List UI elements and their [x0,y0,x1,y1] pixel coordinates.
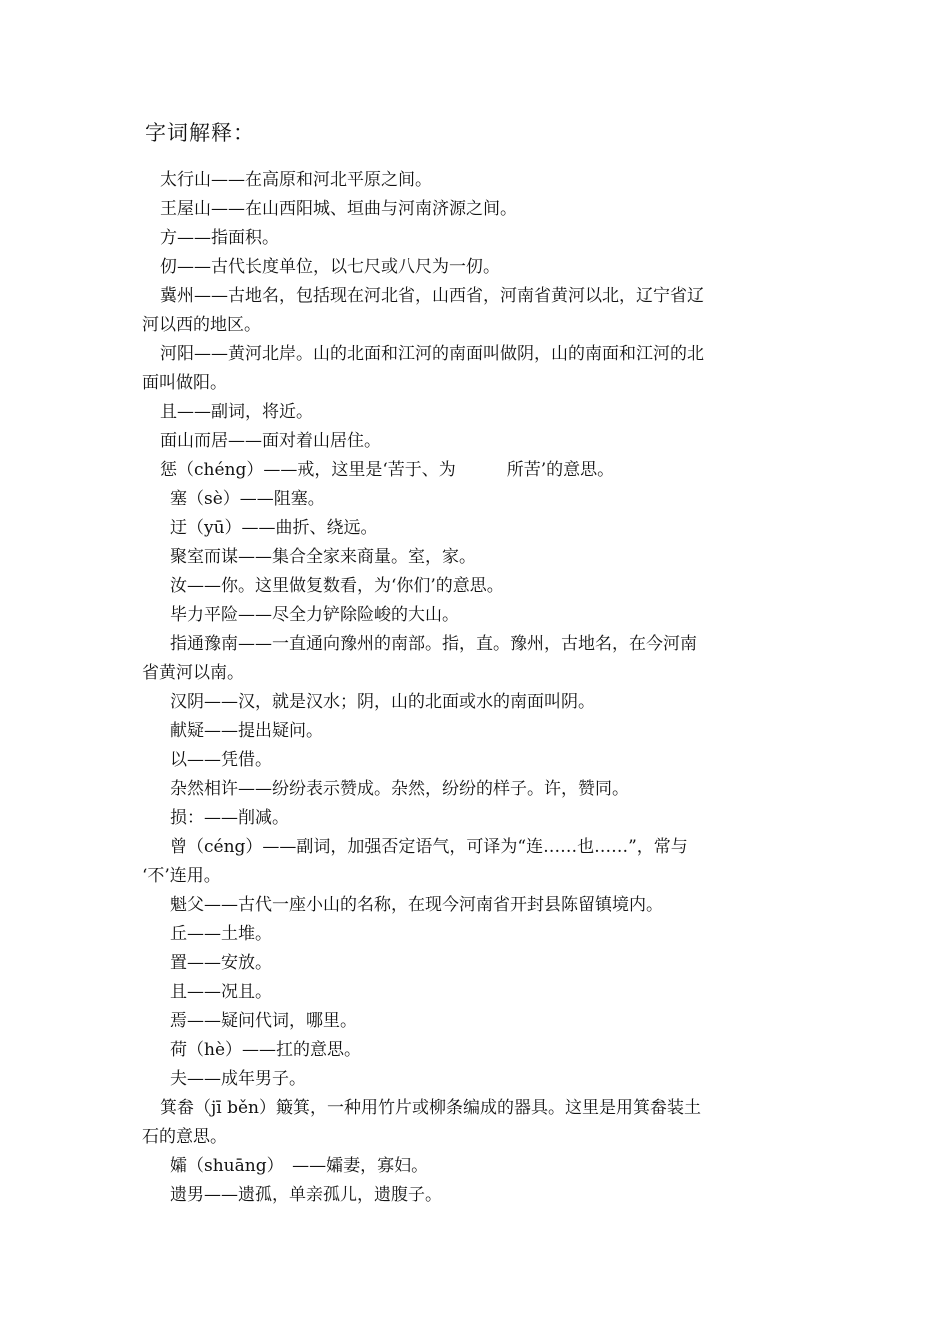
definition-line-continuation: 省黄河以南。 [142,663,244,683]
definition-line: 置——安放。 [170,953,272,973]
page-title: 字词解释： [145,121,255,145]
definition-line: 仞——古代长度单位，以七尺或八尺为一仞。 [160,257,500,277]
definition-line: 方——指面积。 [160,228,279,248]
definition-line: 夫——成年男子。 [170,1069,306,1089]
definition-line: 毕力平险——尽全力铲除险峻的大山。 [170,605,459,625]
definition-line: 箕畚（jī běn）簸箕，一种用竹片或柳条编成的器具。这里是用箕畚装土 [160,1098,702,1118]
definition-line: 汉阴——汉，就是汉水；阴，山的北面或水的南面叫阴。 [170,692,595,712]
definition-line: 曾（céng）——副词，加强否定语气，可译为“连……也……”，常与 [170,837,688,857]
definition-line: 且——况且。 [170,982,272,1002]
definition-line: 遗男——遗孤，单亲孤儿，遗腹子。 [170,1185,442,1205]
definition-line: 太行山——在高原和河北平原之间。 [160,170,432,190]
definition-line: 丘——土堆。 [170,924,272,944]
definition-line: 迂（yū）——曲折、绕远。 [170,518,378,538]
definition-line: 王屋山——在山西阳城、垣曲与河南济源之间。 [160,199,517,219]
definition-line-continuation: 河以西的地区。 [142,315,261,335]
definition-line: 荷（hè）——扛的意思。 [170,1040,362,1060]
definition-line: 聚室而谋——集合全家来商量。室，家。 [170,547,476,567]
definition-line: 惩（chéng）——戒，这里是‘苦于、为 所苦’的意思。 [160,460,615,480]
definition-line: 损：——削减。 [170,808,289,828]
definition-line: 杂然相许——纷纷表示赞成。杂然，纷纷的样子。许，赞同。 [170,779,629,799]
definition-line: 魁父——古代一座小山的名称，在现今河南省开封县陈留镇境内。 [170,895,663,915]
definition-line: 以——凭借。 [170,750,272,770]
definition-line: 河阳——黄河北岸。山的北面和江河的南面叫做阴，山的南面和江河的北 [160,344,704,364]
definition-line: 汝——你。这里做复数看，为‘你们’的意思。 [170,576,504,596]
definition-line: 面山而居——面对着山居住。 [160,431,381,451]
definition-line-continuation: 面叫做阳。 [142,373,227,393]
definition-line: 冀州——古地名，包括现在河北省，山西省，河南省黄河以北，辽宁省辽 [160,286,704,306]
definition-line: 孀（shuāng） ——孀妻，寡妇。 [170,1156,429,1176]
definition-line-continuation: 石的意思。 [142,1127,227,1147]
definition-line-continuation: ‘不’连用。 [142,866,221,886]
definition-line: 且——副词，将近。 [160,402,313,422]
definition-line: 献疑——提出疑问。 [170,721,323,741]
definition-line: 塞（sè）——阻塞。 [170,489,325,509]
definition-line: 焉——疑问代词，哪里。 [170,1011,357,1031]
definition-line: 指通豫南——一直通向豫州的南部。指，直。豫州，古地名，在今河南 [170,634,697,654]
